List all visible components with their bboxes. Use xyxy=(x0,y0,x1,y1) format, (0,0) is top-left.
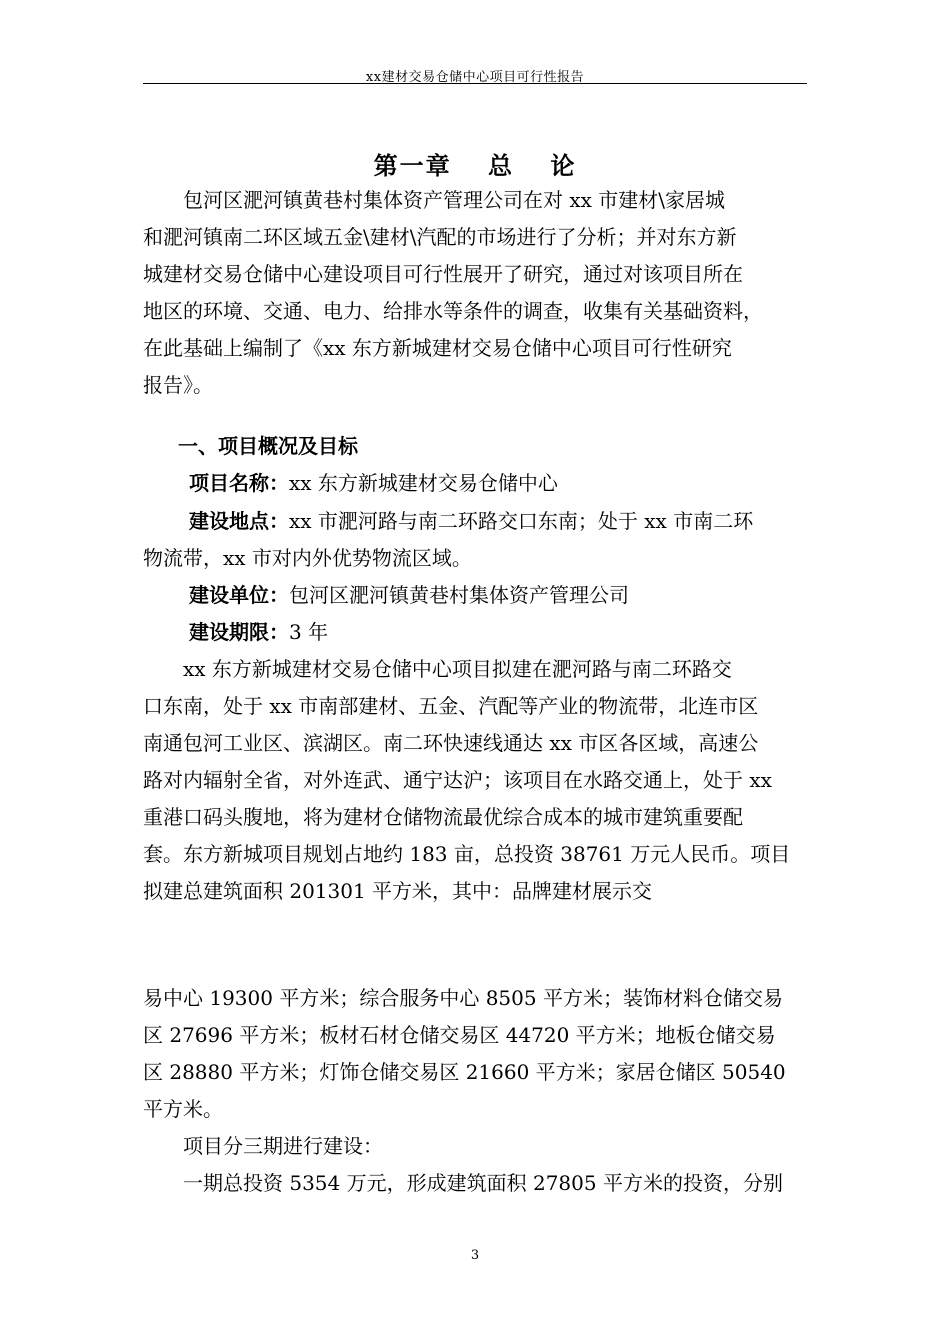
intro-line: 和淝河镇南二环区域五金\建材\汽配的市场进行了分析；并对东方新 xyxy=(143,225,737,249)
area-line: 区 28880 平方米；灯饰仓储交易区 21660 平方米；家居仓储区 50540 xyxy=(143,1060,786,1084)
intro-line: 地区的环境、交通、电力、给排水等条件的调查，收集有关基础资料， xyxy=(143,299,763,323)
phase1-line: 一期总投资 5354 万元，形成建筑面积 27805 平方米的投资，分别 xyxy=(143,1171,783,1195)
unit-row xyxy=(189,577,853,614)
desc-line: xx 东方新城建材交易仓储中心项目拟建在淝河路与南二环路交 xyxy=(143,657,732,681)
desc-line: 重港口码头腹地，将为建材仓储物流最优综合成本的城市建筑重要配 xyxy=(143,805,743,829)
intro-line: 在此基础上编制了《xx 东方新城建材交易仓储中心项目可行性研究 xyxy=(143,336,732,360)
area-line: 区 27696 平方米；板材石材仓储交易区 44720 平方米；地板仓储交易 xyxy=(143,1023,776,1047)
site-value-cont: 物流带，xx 市对内外优势物流区域。 xyxy=(143,546,472,570)
site-value: xx 市淝河路与南二环路交口东南；处于 xx 市南二环 xyxy=(289,509,754,533)
site-row xyxy=(189,503,853,540)
phase-intro: 项目分三期进行建设： xyxy=(143,1134,383,1158)
project-name-label: 项目名称： xyxy=(189,471,289,495)
page-number: 3 xyxy=(470,1248,480,1263)
intro-line: 报告》。 xyxy=(143,373,213,397)
site-label: 建设地点： xyxy=(189,509,289,533)
project-name-row xyxy=(189,465,853,502)
period-row xyxy=(189,614,853,651)
header-rule xyxy=(143,83,807,84)
chapter-title: 第一章 总 论 xyxy=(373,151,577,180)
desc-line: 套。东方新城项目规划占地约 183 亩，总投资 38761 万元人民币。项目 xyxy=(143,842,791,866)
desc-line: 拟建总建筑面积 201301 平方米，其中：品牌建材展示交 xyxy=(143,879,653,903)
intro-line: 包河区淝河镇黄巷村集体资产管理公司在对 xx 市建材\家居城 xyxy=(143,188,726,212)
area-line: 易中心 19300 平方米；综合服务中心 8505 平方米；装饰材料仓储交易 xyxy=(143,986,783,1010)
period-label: 建设期限： xyxy=(189,620,289,644)
desc-line: 口东南，处于 xx 市南部建材、五金、汽配等产业的物流带，北连市区 xyxy=(143,694,759,718)
unit-label: 建设单位： xyxy=(189,583,289,607)
period-value: 3 年 xyxy=(289,620,329,644)
area-line: 平方米。 xyxy=(143,1097,223,1121)
unit-value: 包河区淝河镇黄巷村集体资产管理公司 xyxy=(289,583,629,607)
intro-line: 城建材交易仓储中心建设项目可行性展开了研究，通过对该项目所在 xyxy=(143,262,743,286)
desc-line: 南通包河工业区、滨湖区。南二环快速线通达 xx 市区各区域，高速公 xyxy=(143,731,759,755)
page-header: xx建材交易仓储中心项目可行性报告 xyxy=(365,70,585,85)
section-heading: 一、项目概况及目标 xyxy=(178,434,358,458)
desc-line: 路对内辐射全省，对外连武、通宁达沪；该项目在水路交通上，处于 xx xyxy=(143,768,772,792)
project-name-value: xx 东方新城建材交易仓储中心 xyxy=(289,471,558,495)
